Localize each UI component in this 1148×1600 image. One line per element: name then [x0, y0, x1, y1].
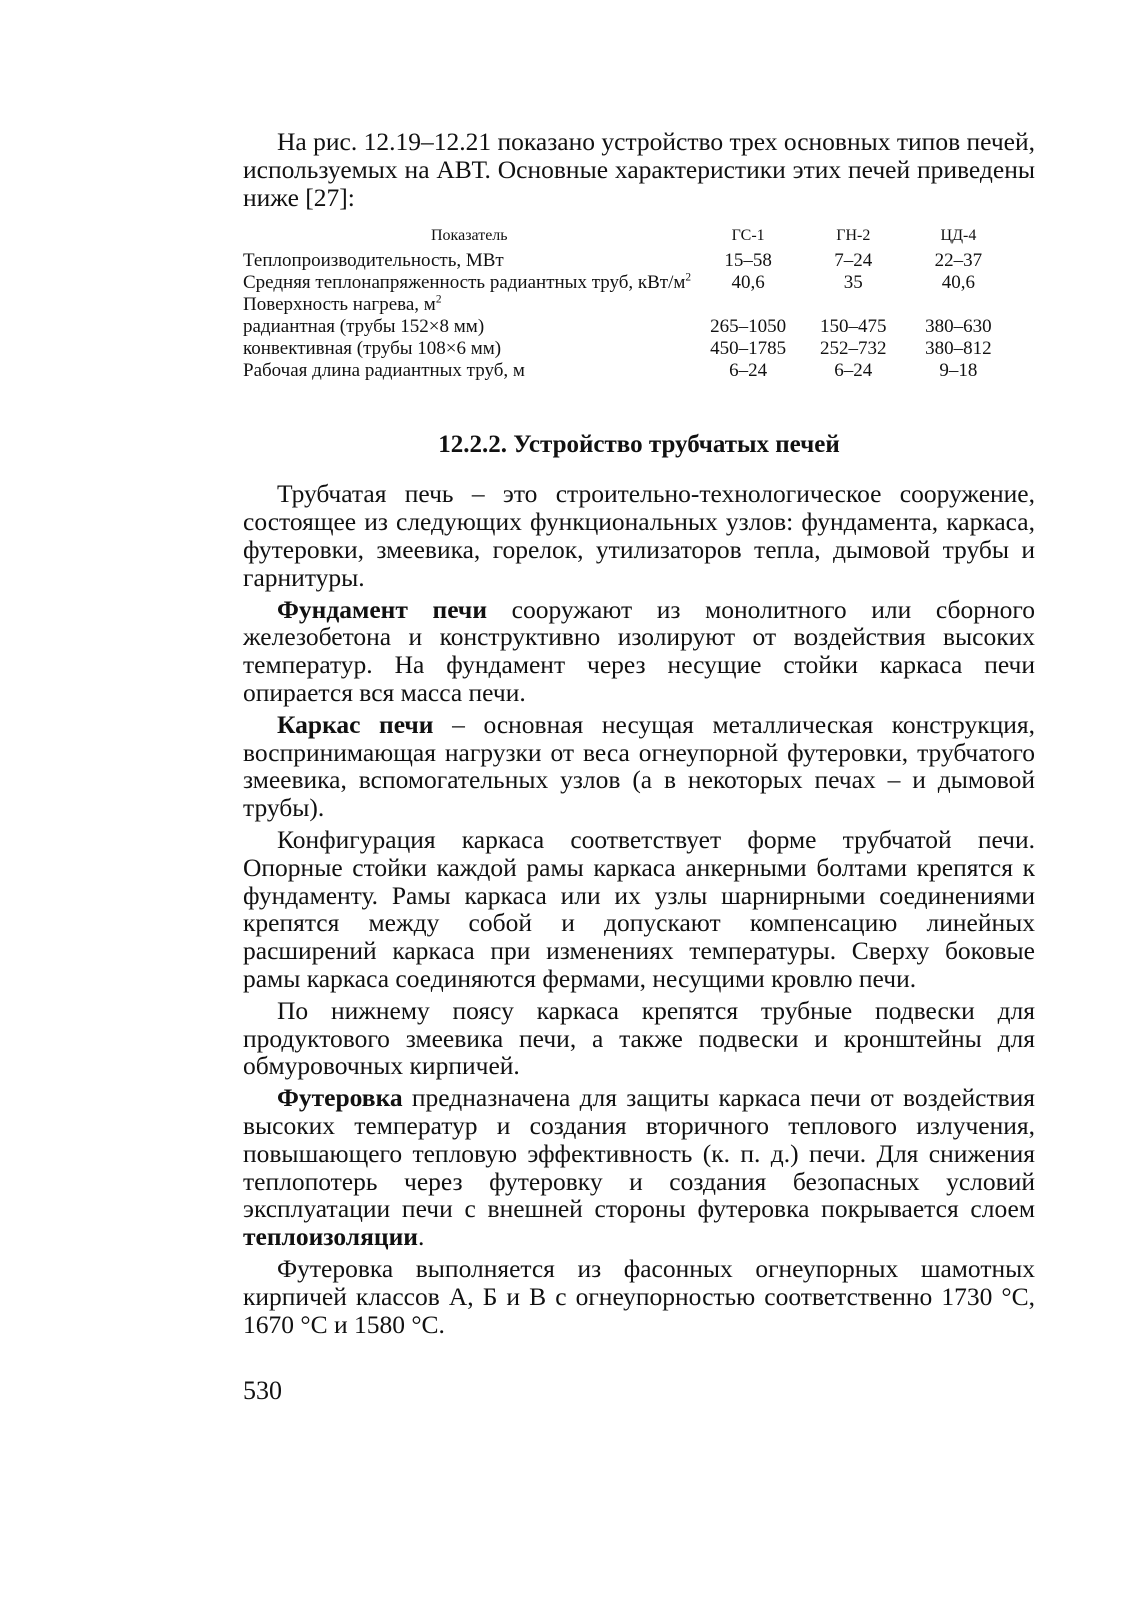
cell-value: 6–24 [729, 360, 768, 382]
paragraph-text: . [417, 1222, 425, 1252]
row-label: конвективная (трубы 108×6 мм) [243, 338, 502, 360]
row-label [243, 294, 696, 316]
paragraph-frame-configuration: Конфигурация каркаса соответствует форме трубчатой печи. Опорные стойки каждой рамы каркаса анкерными болтами крепятся к фундаменту. Рамы каркаса или их узлы шарнирными соединениями крепятся между собой и допускают компенсацию линейных расширений каркаса при изменениях температуры. Сверху боковые рамы каркаса соединяются фермами, несущими кровлю печи. [243, 824, 1035, 993]
term-foundation: Фундамент печи [277, 594, 488, 624]
term-insulation: теплоизоляции [243, 1222, 418, 1252]
term-lining: Футеровка [277, 1083, 403, 1113]
table-header-row [243, 225, 1011, 250]
furnace-specs-table [243, 225, 1011, 382]
table-row [243, 360, 1011, 382]
cell-value: 40,6 [731, 272, 765, 294]
row-label: Рабочая длина радиантных труб, м [243, 360, 525, 382]
paragraph-foundation [243, 596, 1035, 707]
cell-value: 252–732 [820, 338, 887, 360]
header-gs1: ГС-1 [731, 227, 765, 245]
table-row [243, 250, 1011, 272]
row-label-text: Поверхность нагрева, м [243, 294, 436, 316]
section-title: 12.2.2. Устройство трубчатых печей [438, 431, 840, 459]
superscript: 2 [435, 294, 442, 307]
row-label: Теплопроизводительность, МВт [243, 250, 504, 272]
table-row [243, 316, 1011, 338]
cell-value: 7–24 [834, 250, 873, 272]
row-label: радиантная (трубы 152×8 мм) [243, 316, 485, 338]
intro-paragraph: На рис. 12.19–12.21 показано устройство трех основных типов печей, используемых на АВТ. Основные характеристики этих печей приведены ниже [27]: [243, 127, 1035, 212]
cell-value [801, 294, 906, 316]
paragraph-text: сооружают из монолитного или сборного железобетона и конструктивно изолируют от воздействия высоких температур. На фундамент через несущие стойки каркаса печи опирается вся масса печи. [243, 594, 1035, 707]
cell-value: 22–37 [934, 250, 983, 272]
cell-value: 150–475 [820, 316, 887, 338]
cell-value: 265–1050 [710, 316, 787, 338]
table-row [243, 272, 1011, 294]
table-row [243, 338, 1011, 360]
cell-value [696, 294, 801, 316]
cell-value: 380–630 [925, 316, 992, 338]
header-cd4: ЦД-4 [940, 227, 977, 245]
term-frame: Каркас печи [277, 709, 434, 739]
cell-value: 15–58 [724, 250, 772, 272]
paragraph-lining [243, 1084, 1035, 1251]
cell-value: 6–24 [834, 360, 873, 382]
header-gn2: ГН-2 [836, 227, 871, 245]
superscript: 2 [685, 272, 692, 285]
paragraph-lining-bricks: Футеровка выполняется из фасонных огнеупорных шамотных кирпичей классов А, Б и В с огнеупорностью соответственно 1730 °С, 1670 °С и 1580 °С. [243, 1253, 1035, 1339]
table-row [243, 294, 1011, 316]
cell-value: 40,6 [941, 272, 976, 294]
page-content [243, 128, 1035, 1338]
cell-value: 35 [843, 272, 863, 294]
paragraph-tube-furnace: Трубчатая печь – это строительно-технологическое сооружение, состоящее из следующих функциональных узлов: фундамента, каркаса, футеровки, змеевика, горелок, утилизаторов тепла, дымовой трубы и гарнитуры. [243, 479, 1035, 592]
cell-value: 380–812 [925, 338, 992, 360]
paragraph-text: – основная несущая металлическая конструкция, воспринимающая нагрузки от веса огнеупорной футеровки, трубчатого змеевика, вспомогательных узлов (а в некоторых печах – и дымовой трубы). [243, 709, 1035, 823]
cell-value [906, 294, 1011, 316]
paragraph-hangers: По нижнему поясу каркаса крепятся трубные подвески для продуктового змеевика печи, а также подвески и кронштейны для обмуровочных кирпичей. [243, 995, 1035, 1081]
paragraph-frame [243, 711, 1035, 822]
cell-value: 450–1785 [710, 338, 787, 360]
paragraph-text: предназначена для защиты каркаса печи от воздействия высоких температур и создания вторичного теплового излучения, повышающего тепловую эффективность (к. п. д.) печи. Для снижения теплопотерь через футеровку и создания безопасных условий эксплуатации печи с внешней стороны футеровка покрывается слоем [243, 1083, 1035, 1224]
cell-value: 9–18 [939, 360, 978, 382]
row-label-text: Средняя теплонапряженность радиантных труб, кВт/м [243, 272, 686, 294]
header-indicator: Показатель [431, 227, 508, 245]
page-number: 530 [243, 1376, 282, 1405]
row-label [243, 272, 696, 294]
